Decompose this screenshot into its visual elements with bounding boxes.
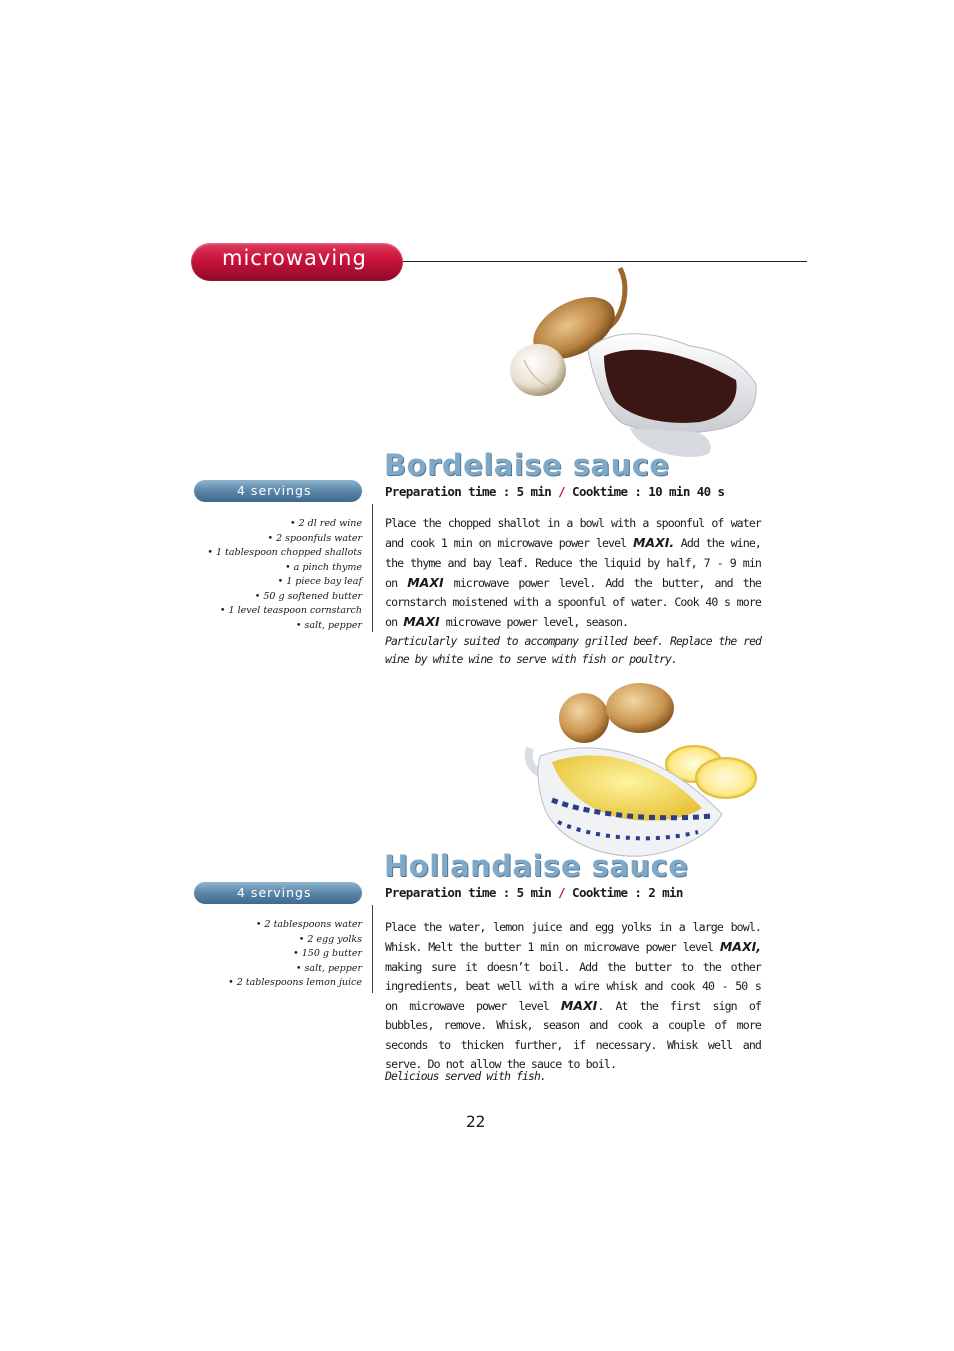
ingredient-item: • 2 egg yolks [298,933,362,945]
page-number: 22 [466,1112,486,1131]
header-rule [403,261,807,262]
section-title: microwaving [222,246,367,270]
power-level: MAXI, [719,939,761,955]
power-level: MAXI [403,614,440,630]
timing-separator: / [558,484,566,499]
prep-time: Preparation time : 5 min [385,885,552,900]
ingredient-item: • 1 piece bay leaf [277,576,362,587]
ingredient-item: • salt, pepper [295,962,362,974]
recipe-timing [385,885,683,900]
ingredient-item: • a pinch thyme [285,561,362,573]
section-tab [191,243,403,281]
ingredient-item: • 2 tablespoons water [255,919,362,930]
recipe-method: Place the chopped shallot in a bowl with a spoonful of water and cook 1 min on microwave power level MAXI. Add the wine, the thyme and bay leaf. Reduce the liquid by half, 7 - 9 min on MAXI microwave power level. Add the butter, and the cornstarch moistened with a spoonful of water. Cook 40 s more on MAXI microwave power level, season. [385,516,762,630]
recipe-note: Particularly suited to accompany grilled beef. Replace the red wine by white wine to serve with fish or poultry. [385,634,761,666]
recipe-title: Bordelaise sauce [384,448,670,482]
prep-time: Preparation time : 5 min [385,484,552,499]
ingredient-item: • 2 dl red wine [289,518,362,529]
ingredients-divider [372,905,373,993]
timing-separator: / [558,885,566,900]
power-level: MAXI. [632,535,675,551]
ingredient-item: • salt, pepper [295,619,362,631]
ingredient-item: • 2 spoonfuls water [267,532,362,544]
cook-time: Cooktime : 2 min [572,885,683,900]
ingredient-item: • 1 level teaspoon cornstarch [219,605,362,616]
servings-badge: 4 servings [194,882,362,904]
recipe-method: Place the water, lemon juice and egg yolks in a large bowl. Whisk. Melt the butter 1 min on microwave power level MAXI, making sure it doesn’t boil. Add the butter to the other ingredients, beat well with a wire whisk and cook 40 - 50 s on microwave power level MAXI. At the first sign of bubbles, remove. Whisk, season and cook a couple of more seconds to thicken further, if necessary. Whisk well and serve. Do not allow the sauce to boil. [385,920,761,1072]
ingredient-item: • 150 g butter [293,948,362,959]
ingredients-divider [372,504,373,632]
ingredient-item: • 1 tablespoon chopped shallots [207,547,362,558]
ingredient-list [190,517,362,633]
ingredient-item: • 50 g softened butter [254,590,362,602]
power-level: MAXI [407,574,444,590]
ingredient-item: • 2 tablespoons lemon juice [228,977,362,988]
cook-time: Cooktime : 10 min 40 s [572,484,725,499]
hollandaise-photo [522,682,762,862]
bordelaise-photo [500,264,762,468]
recipe-timing [385,484,724,499]
ingredient-list [190,918,362,991]
power-level: MAXI [560,998,598,1014]
recipe-note: Delicious served with fish. [385,1069,546,1083]
recipe-title: Hollandaise sauce [384,849,689,883]
servings-badge: 4 servings [194,480,362,502]
